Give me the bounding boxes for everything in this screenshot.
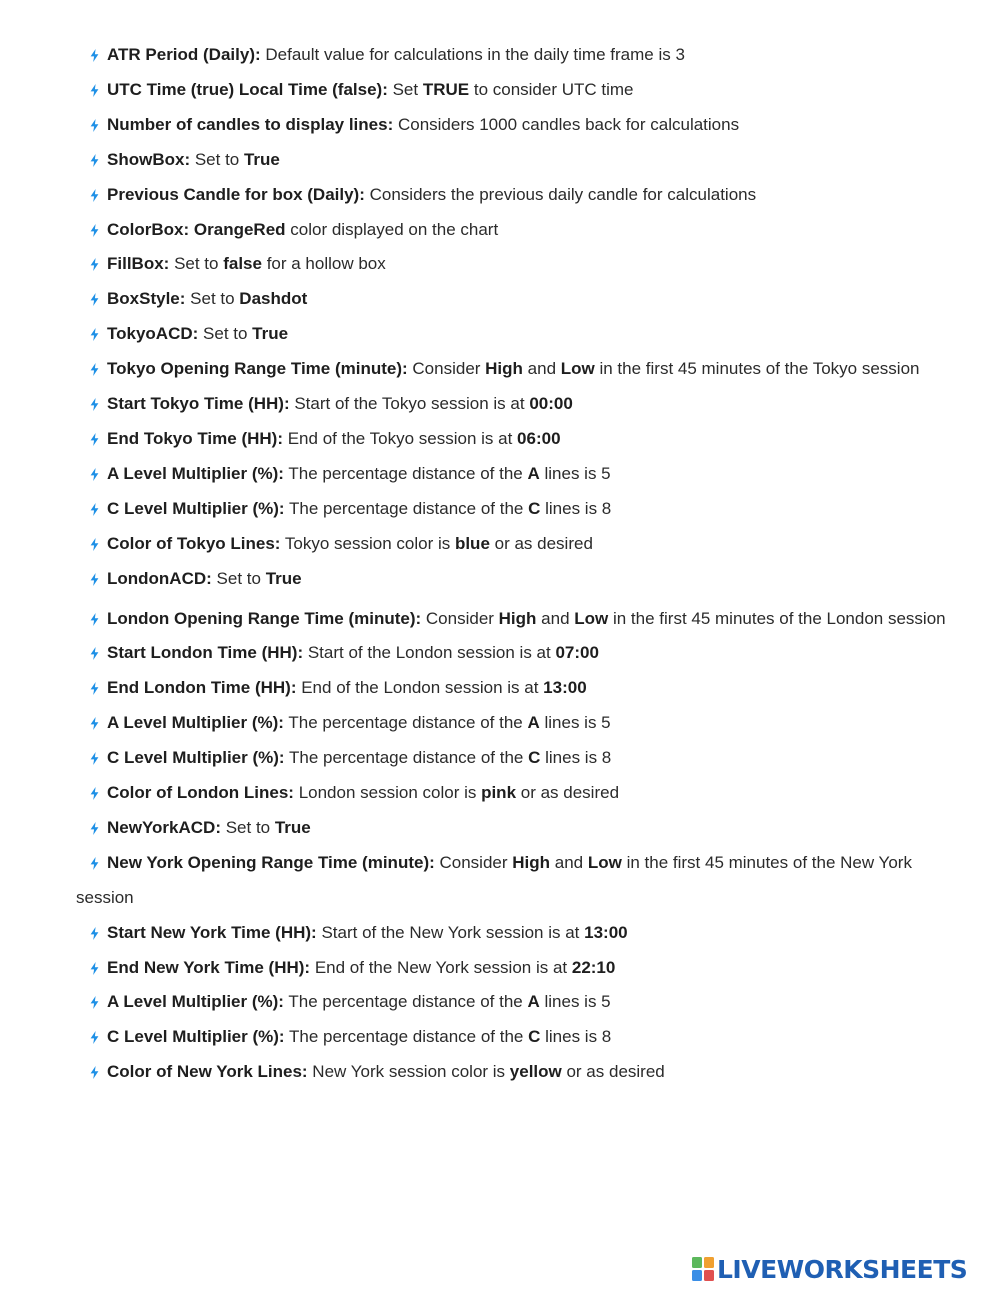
lightning-bolt-icon <box>90 224 99 237</box>
list-item <box>76 178 956 213</box>
item-text: and <box>550 852 588 872</box>
lightning-bolt-icon <box>90 189 99 202</box>
item-text: End of the London session is at <box>296 678 544 698</box>
lightning-bolt-icon <box>90 84 99 97</box>
list-item <box>76 846 956 916</box>
item-text: Set to <box>211 568 266 588</box>
item-text: color displayed on the chart <box>285 219 499 239</box>
item-text: Default value for calculations in the daily time frame is 3 <box>260 45 685 64</box>
item-text: The percentage distance of the <box>283 463 528 483</box>
item-text: in the first 45 minutes of the New York session <box>76 852 912 907</box>
item-label: NewYorkACD: <box>107 817 221 837</box>
item-label: Tokyo Opening Range Time (minute): <box>107 359 408 379</box>
item-value: Dashdot <box>239 289 308 309</box>
item-label: A Level Multiplier (%): <box>107 463 284 483</box>
lightning-bolt-icon <box>90 328 99 341</box>
item-text: New York session color is <box>307 1062 510 1082</box>
item-value: Low <box>560 359 595 379</box>
item-label: A Level Multiplier (%): <box>107 713 284 733</box>
item-label: Number of candles to display lines: <box>107 114 394 134</box>
list-item <box>76 457 956 492</box>
item-label: Color of Tokyo Lines: <box>107 533 281 553</box>
lightning-bolt-icon <box>90 857 99 870</box>
item-value: A <box>527 713 540 733</box>
item-label: End New York Time (HH): <box>107 957 311 977</box>
item-text: Consider <box>434 852 513 872</box>
item-text: End of the Tokyo session is at <box>283 428 518 448</box>
lightning-bolt-icon <box>90 363 99 376</box>
item-value: 13:00 <box>584 922 628 942</box>
item-label: Color of London Lines: <box>107 783 294 803</box>
item-value: True <box>252 324 289 344</box>
item-value: A <box>527 992 540 1012</box>
lightning-bolt-icon <box>90 573 99 586</box>
lightning-bolt-icon <box>90 752 99 765</box>
lightning-bolt-icon <box>90 962 99 975</box>
lightning-bolt-icon <box>90 49 99 62</box>
item-text: End of the New York session is at <box>310 957 572 977</box>
lightning-bolt-icon <box>90 647 99 660</box>
item-label: Start New York Time (HH): <box>107 922 317 942</box>
settings-list <box>76 38 956 1090</box>
item-value: 07:00 <box>555 643 599 663</box>
lightning-bolt-icon <box>90 433 99 446</box>
item-label: C Level Multiplier (%): <box>107 748 285 768</box>
item-text: Set to <box>185 289 240 309</box>
item-label: ColorBox: <box>107 219 190 239</box>
lightning-bolt-icon <box>90 293 99 306</box>
item-label: LondonACD: <box>107 568 212 588</box>
list-item <box>76 916 956 951</box>
item-label: Color of New York Lines: <box>107 1062 308 1082</box>
list-item <box>76 73 956 108</box>
item-text: lines is 8 <box>540 748 612 768</box>
item-text: or as desired <box>516 783 620 803</box>
item-value: yellow <box>509 1062 562 1082</box>
list-item <box>76 602 956 637</box>
item-text: and <box>522 359 561 379</box>
list-item <box>76 1055 956 1090</box>
list-item <box>76 527 956 562</box>
item-text: and <box>536 608 575 628</box>
item-text: lines is 8 <box>540 498 612 518</box>
item-label: C Level Multiplier (%): <box>107 1027 285 1047</box>
item-value: True <box>265 568 302 588</box>
item-text: The percentage distance of the <box>283 992 528 1012</box>
item-label: End London Time (HH): <box>107 678 297 698</box>
list-item <box>76 671 956 706</box>
item-value: C <box>528 1027 541 1047</box>
item-value: C <box>528 748 541 768</box>
item-label: London Opening Range Time (minute): <box>107 608 422 628</box>
item-text: London session color is <box>293 783 482 803</box>
lightning-bolt-icon <box>90 717 99 730</box>
list-item <box>76 951 956 986</box>
item-text: Set to <box>198 324 253 344</box>
list-item <box>76 811 956 846</box>
item-label: Previous Candle for box (Daily): <box>107 184 365 204</box>
item-value: 13:00 <box>543 678 587 698</box>
list-item <box>76 562 956 597</box>
lightning-bolt-icon <box>90 822 99 835</box>
item-value: A <box>527 463 540 483</box>
list-item <box>76 636 956 671</box>
item-text: Consider <box>407 359 486 379</box>
lightning-bolt-icon <box>90 613 99 626</box>
item-label: BoxStyle: <box>107 289 186 309</box>
list-item <box>76 108 956 143</box>
item-text: or as desired <box>489 533 593 553</box>
list-item <box>76 143 956 178</box>
list-item <box>76 776 956 811</box>
lightning-bolt-icon <box>90 927 99 940</box>
item-label: C Level Multiplier (%): <box>107 498 285 518</box>
item-value: High <box>485 359 523 379</box>
item-value: C <box>528 498 541 518</box>
item-value: OrangeRed <box>193 219 286 239</box>
list-item <box>76 422 956 457</box>
item-text: Tokyo session color is <box>280 533 455 553</box>
item-value: pink <box>481 783 517 803</box>
lightning-bolt-icon <box>90 1066 99 1079</box>
item-text: The percentage distance of the <box>284 1027 529 1047</box>
list-item <box>76 741 956 776</box>
item-label: A Level Multiplier (%): <box>107 992 284 1012</box>
item-text: The percentage distance of the <box>284 748 529 768</box>
item-text: for a hollow box <box>261 254 386 274</box>
item-value: blue <box>454 533 490 553</box>
item-text: lines is 5 <box>539 463 611 483</box>
list-item <box>76 706 956 741</box>
item-text: Start of the New York session is at <box>316 922 585 942</box>
list-item <box>76 38 956 73</box>
item-label: ShowBox: <box>107 149 191 169</box>
logo-text: LIVEWORKSHEETS <box>717 1254 968 1284</box>
list-item <box>76 282 956 317</box>
list-item <box>76 352 956 387</box>
item-text: lines is 5 <box>539 992 611 1012</box>
liveworksheets-logo[interactable] <box>692 1252 967 1286</box>
item-label: TokyoACD: <box>107 324 199 344</box>
item-value: 00:00 <box>529 394 573 414</box>
item-text: Consider <box>421 608 499 628</box>
lightning-bolt-icon <box>90 468 99 481</box>
lightning-bolt-icon <box>90 503 99 516</box>
item-text: or as desired <box>561 1062 665 1082</box>
item-value: TRUE <box>422 79 470 99</box>
item-label: New York Opening Range Time (minute): <box>107 852 435 872</box>
lightning-bolt-icon <box>90 996 99 1009</box>
item-value: 06:00 <box>517 428 561 448</box>
item-value: 22:10 <box>571 957 616 977</box>
item-text: The percentage distance of the <box>283 713 528 733</box>
lightning-bolt-icon <box>90 154 99 167</box>
item-value: Low <box>574 608 609 628</box>
item-value: false <box>223 254 262 274</box>
list-item <box>76 213 956 248</box>
item-text: to consider UTC time <box>469 79 634 99</box>
lightning-bolt-icon <box>90 398 99 411</box>
item-text: The percentage distance of the <box>284 498 529 518</box>
item-label: UTC Time (true) Local Time (false): <box>107 79 388 99</box>
lightning-bolt-icon <box>90 538 99 551</box>
list-item <box>76 1020 956 1055</box>
item-label: FillBox: <box>107 254 170 274</box>
item-value: Low <box>587 852 622 872</box>
item-label: End Tokyo Time (HH): <box>107 428 283 448</box>
item-text: Set to <box>220 817 275 837</box>
item-value: True <box>243 149 280 169</box>
lightning-bolt-icon <box>90 1031 99 1044</box>
item-value: High <box>512 852 551 872</box>
item-text: Set to <box>169 254 224 274</box>
lightning-bolt-icon <box>90 682 99 695</box>
lightning-bolt-icon <box>90 119 99 132</box>
item-text: Set <box>387 79 423 99</box>
list-item <box>76 387 956 422</box>
item-label: ATR Period (Daily): <box>107 45 261 64</box>
item-text: Considers the previous daily candle for calculations <box>364 184 757 204</box>
item-value: High <box>498 608 537 628</box>
lightning-bolt-icon <box>90 258 99 271</box>
item-text: Considers 1000 candles back for calculations <box>393 114 740 134</box>
list-item <box>76 985 956 1020</box>
item-text: Start of the London session is at <box>303 643 556 663</box>
item-text: lines is 8 <box>540 1027 612 1047</box>
item-value: True <box>274 817 311 837</box>
liveworksheets-logo-icon <box>692 1257 714 1281</box>
item-text: lines is 5 <box>539 713 611 733</box>
item-text: in the first 45 minutes of the Tokyo session <box>594 359 920 379</box>
lightning-bolt-icon <box>90 787 99 800</box>
list-item <box>76 317 956 352</box>
item-text: Start of the Tokyo session is at <box>289 394 530 414</box>
item-label: Start London Time (HH): <box>107 643 304 663</box>
list-item <box>76 247 956 282</box>
list-item <box>76 492 956 527</box>
item-text: in the first 45 minutes of the London session <box>608 608 946 628</box>
item-label: Start Tokyo Time (HH): <box>107 394 290 414</box>
item-text: Set to <box>190 149 244 169</box>
